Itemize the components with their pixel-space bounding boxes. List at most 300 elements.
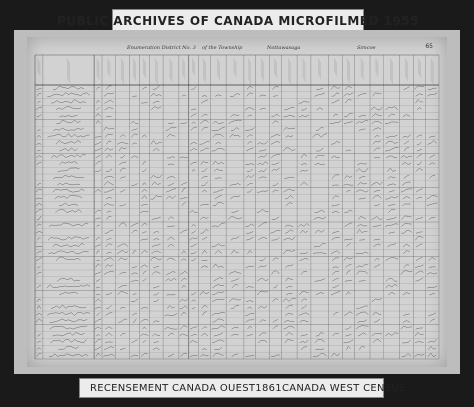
census-caption-label: [79, 378, 406, 398]
handwritten-entry: [96, 100, 100, 103]
handwritten-entry: [104, 189, 114, 192]
handwritten-entry: [358, 320, 367, 323]
handwritten-entry: [117, 244, 128, 247]
handwritten-entry: [356, 168, 368, 172]
handwritten-entry: [201, 176, 207, 178]
handwritten-entry: [387, 217, 397, 220]
handwritten-entry: [191, 252, 197, 254]
handwritten-entry: [386, 156, 397, 158]
handwritten-entry: [96, 87, 99, 89]
handwritten-entry: [333, 114, 338, 117]
handwritten-entry: [214, 347, 222, 350]
handwritten-entry: [166, 189, 176, 193]
handwritten-entry: [428, 353, 436, 357]
handwritten-entry: [301, 271, 307, 274]
handwritten-entry: [231, 334, 239, 336]
handwritten-entry: [59, 162, 77, 165]
handwritten-entry: [373, 225, 381, 227]
handwritten-entry: [345, 86, 352, 89]
handwritten-entry: [96, 264, 101, 268]
handwritten-entry: [284, 320, 294, 322]
handwritten-entry: [191, 244, 197, 247]
handwritten-entry: [180, 299, 188, 302]
handwritten-entry: [107, 211, 112, 213]
handwritten-entry: [49, 223, 88, 227]
handwritten-entry: [191, 109, 196, 110]
handwritten-entry: [168, 244, 175, 247]
handwritten-entry: [273, 326, 279, 330]
handwritten-entry: [142, 135, 146, 138]
handwritten-entry: [416, 168, 423, 171]
handwritten-entry: [385, 141, 398, 144]
handwritten-entry: [299, 313, 309, 316]
handwritten-entry: [404, 175, 410, 179]
handwritten-entry: [270, 230, 280, 233]
handwritten-entry: [152, 334, 160, 336]
handwritten-entry: [299, 115, 309, 117]
handwritten-entry: [346, 271, 351, 275]
handwritten-entry: [231, 237, 239, 241]
handwritten-entry: [37, 342, 41, 343]
handwritten-entry: [120, 334, 125, 337]
handwritten-entry: [229, 299, 241, 302]
handwritten-entry: [374, 204, 379, 206]
handwritten-entry: [133, 319, 137, 323]
handwritten-entry: [152, 244, 160, 247]
handwritten-entry: [106, 238, 111, 240]
handwritten-entry: [120, 307, 125, 309]
handwritten-entry: [258, 238, 267, 241]
handwritten-entry: [228, 217, 242, 220]
handwritten-entry: [416, 244, 423, 247]
handwritten-entry: [259, 177, 267, 179]
handwritten-entry: [190, 341, 198, 343]
handwritten-entry: [192, 225, 196, 227]
handwritten-entry: [166, 278, 177, 281]
handwritten-entry: [271, 355, 280, 357]
handwritten-entry: [151, 107, 161, 111]
handwritten-entry: [417, 162, 422, 165]
handwritten-entry: [47, 285, 90, 289]
handwritten-entry: [246, 237, 253, 240]
handwritten-entry: [345, 223, 353, 227]
handwritten-entry: [165, 313, 178, 315]
handwritten-entry: [301, 164, 307, 165]
handwritten-entry: [142, 189, 147, 192]
handwritten-entry: [141, 308, 148, 309]
handwritten-entry: [357, 230, 368, 234]
handwritten-entry: [96, 251, 99, 254]
handwritten-entry: [356, 252, 369, 254]
handwritten-entry: [385, 258, 398, 261]
handwritten-entry: [53, 189, 85, 192]
handwritten-entry: [344, 113, 353, 117]
handwritten-entry: [331, 353, 340, 357]
handwritten-entry: [332, 278, 338, 281]
handwritten-entry: [57, 278, 80, 281]
handwritten-entry: [106, 305, 112, 309]
handwritten-entry: [95, 245, 101, 247]
handwritten-entry: [104, 100, 113, 103]
heading-district: Enumeration District No. 3: [127, 45, 196, 51]
handwritten-entry: [332, 211, 339, 213]
handwritten-entry: [402, 182, 411, 185]
handwritten-entry: [106, 116, 111, 117]
handwritten-entry: [191, 335, 197, 336]
handwritten-entry: [231, 115, 240, 117]
handwritten-entry: [344, 340, 354, 343]
handwritten-entry: [316, 293, 324, 296]
handwritten-entry: [181, 123, 187, 124]
census-sheet: [27, 37, 447, 367]
handwritten-entry: [373, 128, 382, 131]
handwritten-entry: [284, 115, 296, 117]
handwritten-entry: [213, 319, 225, 323]
handwritten-entry: [52, 332, 84, 336]
handwritten-entry: [106, 141, 111, 144]
handwritten-entry: [331, 251, 340, 254]
handwritten-entry: [168, 123, 174, 124]
handwritten-entry: [119, 285, 127, 288]
handwritten-entry: [248, 250, 253, 254]
handwritten-entry: [181, 312, 186, 316]
handwritten-entry: [200, 141, 210, 144]
handwritten-entry: [415, 354, 425, 356]
handwritten-entry: [152, 182, 161, 186]
handwritten-entry: [118, 258, 128, 261]
handwritten-entry: [272, 87, 279, 90]
handwritten-entry: [403, 251, 410, 254]
handwritten-entry: [232, 327, 239, 329]
handwritten-entry: [167, 134, 175, 137]
handwritten-entry: [36, 203, 43, 206]
handwritten-entry: [332, 272, 339, 275]
handwritten-entry: [331, 100, 339, 103]
handwritten-entry: [245, 128, 255, 131]
handwritten-entry: [358, 182, 367, 185]
handwritten-entry: [213, 278, 223, 282]
handwritten-entry: [152, 251, 161, 254]
handwritten-entry: [401, 155, 412, 158]
handwritten-entry: [315, 210, 325, 213]
handwritten-entry: [402, 340, 411, 343]
handwritten-entry: [47, 93, 89, 97]
handwritten-entry: [386, 135, 397, 137]
handwritten-entry: [37, 183, 41, 185]
handwritten-entry: [37, 216, 41, 220]
handwritten-entry: [201, 114, 207, 117]
handwritten-entry: [182, 285, 186, 288]
handwritten-entry: [345, 100, 351, 104]
handwritten-entry: [132, 230, 138, 233]
handwritten-entry: [132, 143, 137, 144]
handwritten-entry: [401, 230, 412, 233]
handwritten-entry: [141, 103, 147, 104]
handwritten-entry: [385, 122, 398, 124]
handwritten-entry: [56, 257, 80, 261]
handwritten-entry: [404, 87, 410, 90]
handwritten-entry: [213, 161, 224, 165]
handwritten-entry: [167, 157, 175, 158]
handwritten-entry: [332, 231, 339, 233]
handwritten-entry: [417, 108, 422, 110]
handwritten-entry: [401, 271, 412, 275]
handwritten-entry: [284, 177, 294, 178]
handwritten-entry: [428, 313, 435, 316]
handwritten-entry: [315, 155, 324, 158]
handwritten-entry: [166, 127, 177, 130]
handwritten-entry: [106, 252, 111, 254]
handwritten-entry: [273, 285, 277, 288]
handwritten-entry: [95, 170, 101, 172]
handwritten-entry: [415, 271, 423, 275]
handwritten-entry: [332, 93, 340, 96]
handwritten-entry: [36, 231, 43, 233]
handwritten-entry: [416, 218, 423, 220]
handwritten-entry: [131, 340, 137, 343]
handwritten-entry: [201, 230, 209, 234]
handwritten-entry: [375, 259, 380, 261]
handwritten-entry: [37, 130, 40, 131]
handwritten-entry: [415, 342, 424, 343]
handwritten-entry: [201, 355, 209, 357]
handwritten-entry: [96, 295, 100, 296]
handwritten-entry: [192, 122, 196, 124]
handwritten-entry: [142, 327, 146, 329]
handwritten-entry: [359, 129, 366, 131]
handwritten-entry: [119, 162, 126, 165]
handwritten-entry: [95, 148, 102, 151]
handwritten-entry: [53, 175, 84, 178]
handwritten-entry: [95, 161, 100, 165]
handwritten-entry: [388, 177, 396, 179]
census-ledger-grid: [27, 37, 447, 367]
handwritten-entry: [284, 108, 294, 111]
handwritten-entry: [212, 244, 225, 247]
heading-place: Nottawasaga: [267, 45, 301, 51]
handwritten-entry: [428, 346, 436, 350]
handwritten-entry: [404, 141, 409, 145]
handwritten-entry: [344, 239, 353, 241]
caption-year: 1861: [255, 382, 282, 394]
handwritten-entry: [212, 299, 224, 302]
handwritten-entry: [142, 232, 147, 234]
handwritten-entry: [215, 251, 222, 254]
handwritten-entry: [151, 196, 162, 200]
handwritten-entry: [416, 258, 422, 261]
handwritten-entry: [141, 250, 148, 254]
handwritten-entry: [344, 312, 352, 316]
handwritten-entry: [230, 196, 240, 199]
handwritten-entry: [106, 169, 112, 172]
handwritten-entry: [385, 147, 398, 151]
handwritten-entry: [246, 266, 254, 267]
handwritten-entry: [332, 204, 340, 206]
handwritten-entry: [429, 136, 435, 137]
handwritten-entry: [117, 250, 128, 254]
handwritten-entry: [285, 339, 294, 343]
handwritten-entry: [301, 334, 308, 336]
handwritten-entry: [213, 202, 224, 206]
handwritten-entry: [213, 190, 223, 193]
handwritten-entry: [201, 100, 208, 103]
handwritten-entry: [271, 154, 280, 158]
handwritten-entry: [36, 257, 42, 261]
handwritten-entry: [95, 340, 101, 343]
handwritten-entry: [417, 142, 422, 144]
handwritten-entry: [118, 319, 127, 322]
handwritten-entry: [427, 93, 437, 96]
handwritten-entry: [273, 258, 279, 261]
handwritten-entry: [131, 121, 139, 124]
handwritten-entry: [301, 299, 307, 302]
handwritten-entry: [95, 189, 101, 192]
handwritten-entry: [374, 136, 379, 138]
handwritten-entry: [359, 177, 366, 179]
handwritten-entry: [141, 353, 147, 356]
handwritten-entry: [181, 279, 187, 282]
handwritten-entry: [105, 333, 112, 336]
handwritten-entry: [167, 176, 176, 178]
handwritten-entry: [150, 175, 162, 179]
handwritten-entry: [387, 243, 396, 247]
handwritten-entry: [247, 189, 252, 192]
handwritten-entry: [247, 86, 253, 89]
handwritten-entry: [153, 266, 159, 268]
handwritten-entry: [358, 333, 366, 336]
handwritten-entry: [373, 141, 381, 145]
handwritten-entry: [371, 107, 382, 110]
handwritten-entry: [215, 95, 221, 97]
handwritten-entry: [190, 355, 197, 356]
handwritten-entry: [416, 100, 424, 104]
handwritten-entry: [401, 189, 412, 192]
handwritten-entry: [358, 216, 366, 219]
handwritten-entry: [314, 217, 326, 220]
handwritten-entry: [298, 224, 309, 227]
handwritten-entry: [332, 196, 339, 199]
handwritten-entry: [416, 94, 423, 97]
handwritten-entry: [37, 306, 41, 309]
handwritten-entry: [50, 319, 87, 323]
handwritten-entry: [260, 320, 266, 323]
handwritten-entry: [131, 280, 139, 281]
handwritten-entry: [245, 224, 254, 227]
handwritten-entry: [192, 307, 196, 309]
handwritten-entry: [166, 272, 175, 275]
handwritten-entry: [429, 217, 435, 219]
handwritten-entry: [428, 141, 437, 145]
handwritten-entry: [386, 284, 398, 288]
handwritten-entry: [191, 292, 196, 295]
handwritten-entry: [36, 247, 43, 248]
handwritten-entry: [153, 148, 160, 151]
handwritten-entry: [37, 150, 40, 151]
handwritten-entry: [246, 301, 253, 302]
handwritten-entry: [213, 135, 224, 138]
handwritten-entry: [313, 253, 327, 254]
handwritten-entry: [356, 121, 368, 124]
handwritten-entry: [212, 148, 225, 151]
handwritten-entry: [120, 177, 126, 179]
handwritten-entry: [191, 230, 196, 233]
handwritten-entry: [181, 259, 186, 261]
handwritten-entry: [95, 210, 101, 213]
handwritten-entry: [36, 162, 41, 165]
handwritten-entry: [37, 266, 40, 267]
handwritten-entry: [151, 141, 162, 145]
handwritten-entry: [182, 189, 186, 193]
handwritten-entry: [37, 89, 42, 90]
handwritten-entry: [374, 319, 380, 322]
handwritten-entry: [429, 257, 436, 260]
handwritten-entry: [258, 306, 267, 309]
handwritten-entry: [53, 86, 84, 89]
handwritten-entry: [344, 257, 353, 260]
handwritten-entry: [403, 244, 410, 247]
handwritten-entry: [200, 148, 209, 151]
handwritten-entry: [230, 94, 240, 97]
handwritten-entry: [245, 164, 254, 165]
handwritten-entry: [132, 129, 138, 131]
handwritten-entry: [300, 170, 308, 172]
handwritten-entry: [180, 198, 187, 199]
handwritten-entry: [429, 267, 436, 268]
handwritten-entry: [53, 128, 83, 131]
handwritten-entry: [142, 169, 146, 172]
handwritten-entry: [215, 178, 222, 179]
handwritten-entry: [373, 93, 382, 97]
handwritten-entry: [202, 250, 207, 254]
handwritten-entry: [96, 121, 100, 124]
handwritten-entry: [402, 354, 412, 357]
handwritten-entry: [247, 93, 253, 97]
handwritten-entry: [37, 135, 41, 137]
handwritten-entry: [356, 306, 368, 309]
handwritten-entry: [417, 197, 423, 199]
handwritten-entry: [38, 101, 41, 103]
handwritten-entry: [286, 305, 294, 309]
handwritten-entry: [332, 258, 339, 261]
handwritten-entry: [247, 142, 252, 145]
handwritten-entry: [56, 141, 81, 145]
handwritten-entry: [283, 128, 295, 131]
handwritten-entry: [36, 210, 42, 213]
handwritten-entry: [96, 287, 100, 288]
handwritten-entry: [105, 108, 113, 110]
handwritten-entry: [59, 293, 78, 296]
handwritten-entry: [315, 93, 325, 96]
handwritten-entry: [357, 224, 367, 226]
handwritten-entry: [416, 328, 423, 329]
handwritten-entry: [95, 307, 101, 309]
handwritten-entry: [36, 114, 41, 117]
handwritten-entry: [37, 348, 41, 350]
handwritten-entry: [283, 189, 295, 192]
handwritten-entry: [190, 327, 197, 329]
handwritten-entry: [190, 162, 197, 165]
handwritten-entry: [259, 258, 266, 261]
handwritten-entry: [202, 349, 207, 350]
handwritten-entry: [117, 142, 128, 144]
handwritten-entry: [104, 93, 114, 96]
handwritten-entry: [36, 313, 42, 315]
handwritten-entry: [300, 182, 307, 186]
handwritten-entry: [36, 251, 41, 254]
handwritten-entry: [285, 196, 294, 200]
handwritten-entry: [346, 292, 351, 295]
handwritten-entry: [299, 291, 309, 295]
